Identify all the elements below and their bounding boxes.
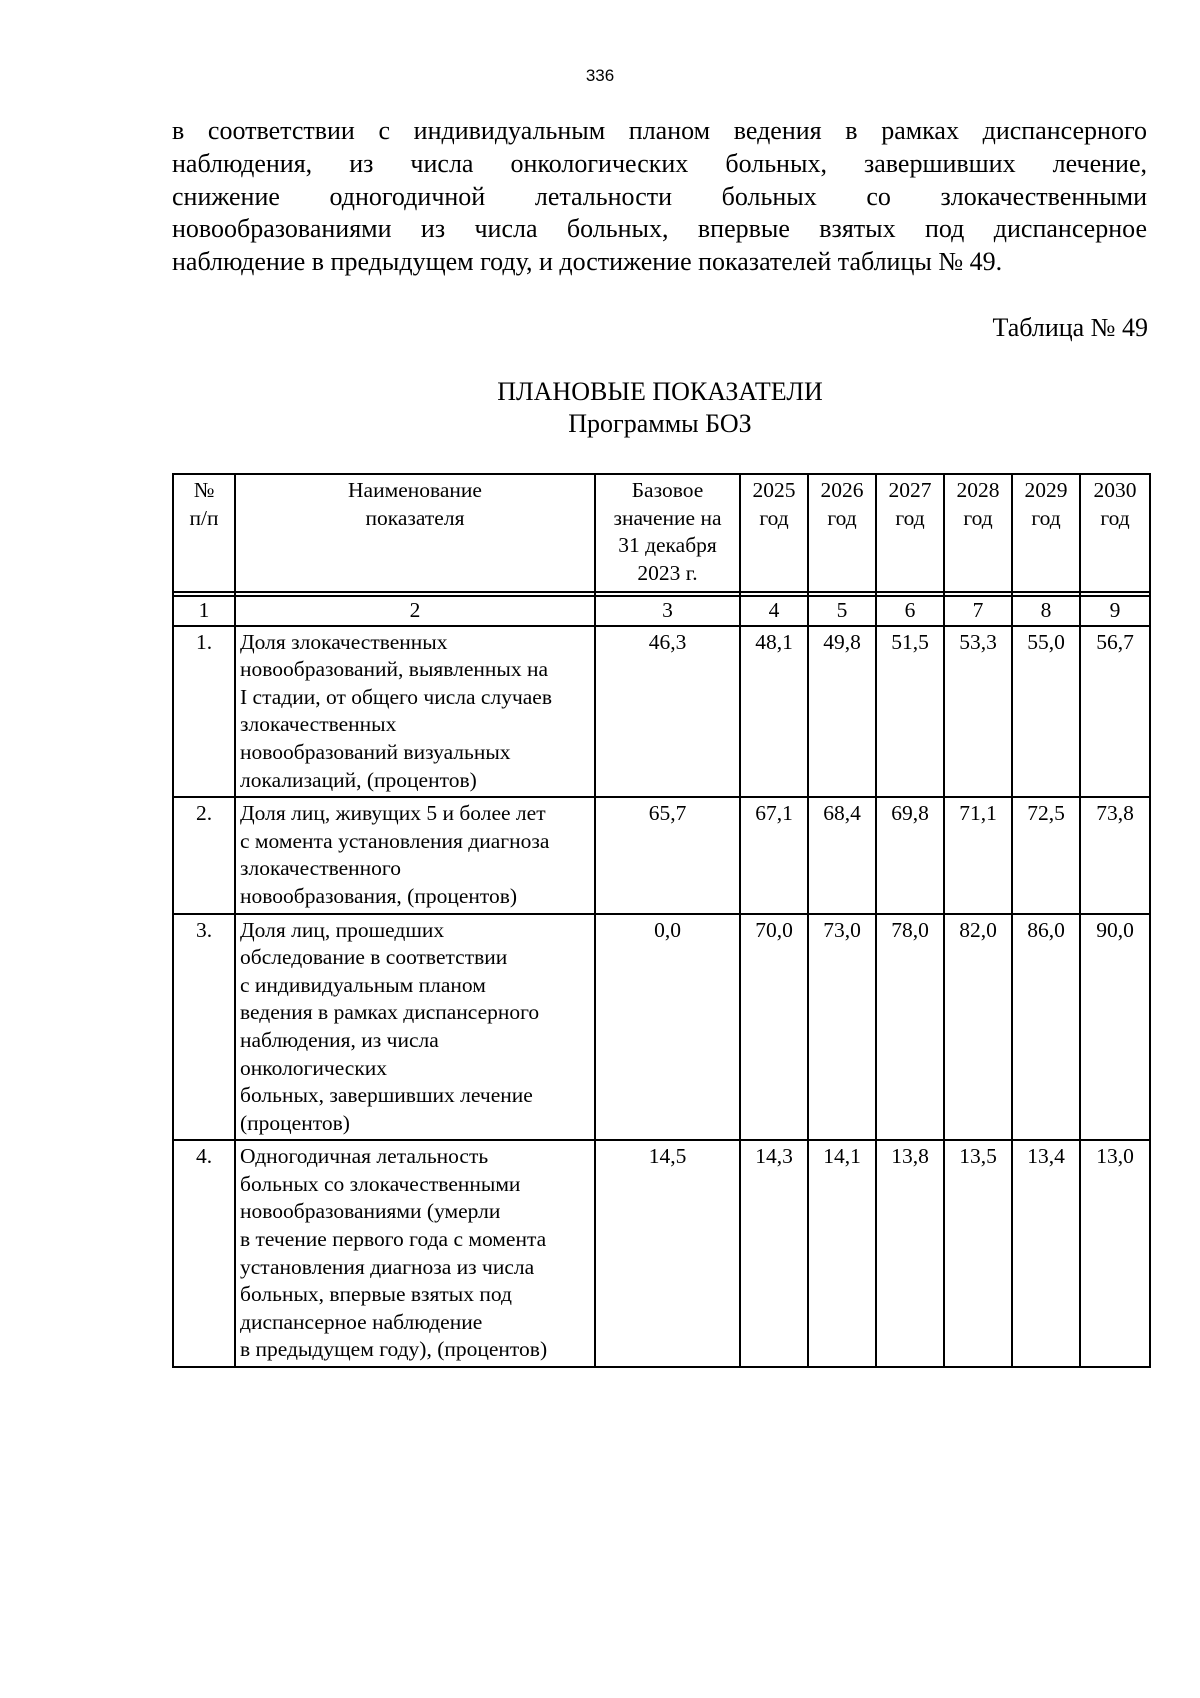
- header-year-2026: [808, 474, 876, 592]
- year-value: 14,1: [808, 1140, 876, 1367]
- table-caption: Таблица № 49: [992, 313, 1148, 342]
- header-text: Базовое: [631, 478, 704, 502]
- row-number: 3.: [173, 914, 235, 1141]
- intro-line: снижение одногодичной летальности больных со злокачественными: [172, 181, 1147, 211]
- indicator-name-line: I стадии, от общего числа случаев: [240, 684, 552, 709]
- header-text: год: [759, 505, 789, 530]
- indicator-name-line: (процентов): [240, 1110, 350, 1135]
- header-text: 2027: [888, 478, 932, 502]
- base-value: 0,0: [595, 914, 740, 1141]
- indicator-name-line: Доля лиц, прошедших: [240, 917, 445, 942]
- header-text: значение на: [613, 505, 722, 530]
- year-value: 53,3: [944, 626, 1012, 798]
- intro-line: наблюдения, из числа онкологических больных, завершивших лечение,: [172, 148, 1147, 178]
- year-value: 14,3: [740, 1140, 808, 1367]
- header-base: [595, 474, 740, 592]
- indicator-name-line: локализаций, (процентов): [240, 767, 477, 792]
- header-text: год: [963, 505, 993, 530]
- year-value: 13,0: [1080, 1140, 1150, 1367]
- indicators-table: [172, 473, 1151, 1368]
- indicator-name-line: новообразованиями (умерли: [240, 1199, 501, 1224]
- year-value: 78,0: [876, 914, 944, 1141]
- year-value: 70,0: [740, 914, 808, 1141]
- year-value: 86,0: [1012, 914, 1080, 1141]
- year-value: 71,1: [944, 797, 1012, 913]
- intro-line: новообразованиями из числа больных, впервые взятых под диспансерное: [172, 214, 1147, 244]
- header-year-2025: [740, 474, 808, 592]
- indicator-name-line: новообразований визуальных: [240, 739, 511, 764]
- intro-paragraph: [172, 115, 1147, 279]
- indicator-name-line: диспансерное наблюдение: [240, 1309, 483, 1334]
- year-value: 13,5: [944, 1140, 1012, 1367]
- row-number: 4.: [173, 1140, 235, 1367]
- header-name: [235, 474, 595, 592]
- column-number: 4: [740, 596, 808, 626]
- indicator-name-line: новообразований, выявленных на: [240, 657, 549, 682]
- table-row: [173, 797, 1150, 913]
- indicator-name-line: обследование в соответствии: [240, 945, 508, 970]
- indicator-name: [235, 797, 595, 913]
- header-year-2030: [1080, 474, 1150, 592]
- indicator-name-line: больных, завершивших лечение: [240, 1083, 533, 1108]
- table-row: [173, 626, 1150, 798]
- header-text: 2030: [1093, 478, 1137, 502]
- header-text: 2028: [956, 478, 1000, 502]
- column-number: 5: [808, 596, 876, 626]
- base-value: 14,5: [595, 1140, 740, 1367]
- header-text: 2026: [820, 478, 864, 502]
- indicator-name: [235, 1140, 595, 1367]
- indicator-name-line: новообразования, (процентов): [240, 883, 518, 908]
- year-value: 68,4: [808, 797, 876, 913]
- intro-line: наблюдение в предыдущем году, и достижение показателей таблицы № 49.: [172, 247, 1003, 277]
- column-number: 9: [1080, 596, 1150, 626]
- header-year-2028: [944, 474, 1012, 592]
- table-title: [0, 376, 1200, 440]
- indicator-name-line: в предыдущем году), (процентов): [240, 1337, 548, 1362]
- row-number: 1.: [173, 626, 235, 798]
- year-value: 56,7: [1080, 626, 1150, 798]
- header-text: год: [827, 505, 857, 530]
- table-title-main: ПЛАНОВЫЕ ПОКАЗАТЕЛИ: [497, 377, 823, 406]
- indicator-name-line: больных, впервые взятых под: [240, 1282, 512, 1307]
- year-value: 13,4: [1012, 1140, 1080, 1367]
- column-number: 7: [944, 596, 1012, 626]
- header-text: показателя: [365, 505, 465, 530]
- indicator-name-line: онкологических: [240, 1055, 388, 1080]
- column-number: 2: [235, 596, 595, 626]
- header-year-2029: [1012, 474, 1080, 592]
- indicator-name-line: Доля лиц, живущих 5 и более лет: [240, 801, 546, 826]
- indicator-name-line: в течение первого года с момента: [240, 1227, 547, 1252]
- year-value: 49,8: [808, 626, 876, 798]
- indicator-name-line: с момента установления диагноза: [240, 828, 550, 853]
- year-value: 48,1: [740, 626, 808, 798]
- indicator-name-line: наблюдения, из числа: [240, 1027, 439, 1052]
- row-number: 2.: [173, 797, 235, 913]
- indicator-name-line: злокачественного: [240, 856, 401, 881]
- indicator-name: [235, 914, 595, 1141]
- header-text: №: [193, 478, 215, 502]
- year-value: 55,0: [1012, 626, 1080, 798]
- column-number-row: [173, 596, 1150, 626]
- indicator-name-line: с индивидуальным планом: [240, 972, 486, 997]
- header-text: Наименование: [348, 478, 482, 502]
- table-row: [173, 914, 1150, 1141]
- indicator-name: [235, 626, 595, 798]
- year-value: 72,5: [1012, 797, 1080, 913]
- column-number: 8: [1012, 596, 1080, 626]
- indicator-name-line: Доля злокачественных: [240, 629, 448, 654]
- column-number: 1: [173, 596, 235, 626]
- indicator-name-line: больных со злокачественными: [240, 1171, 521, 1196]
- header-text: 31 декабря: [618, 533, 717, 558]
- base-value: 46,3: [595, 626, 740, 798]
- header-text: 2025: [752, 478, 796, 502]
- year-value: 82,0: [944, 914, 1012, 1141]
- column-number: 3: [595, 596, 740, 626]
- year-value: 73,0: [808, 914, 876, 1141]
- header-year-2027: [876, 474, 944, 592]
- header-text: год: [1100, 505, 1130, 530]
- intro-line: в соответствии с индивидуальным планом ведения в рамках диспансерного: [172, 116, 1147, 145]
- year-value: 67,1: [740, 797, 808, 913]
- header-text: год: [895, 505, 925, 530]
- indicator-name-line: установления диагноза из числа: [240, 1254, 535, 1279]
- column-number: 6: [876, 596, 944, 626]
- table-title-sub: Программы БОЗ: [568, 409, 752, 438]
- year-value: 69,8: [876, 797, 944, 913]
- header-text: п/п: [189, 505, 219, 530]
- table-row: [173, 1140, 1150, 1367]
- header-row: [173, 474, 1150, 592]
- year-value: 13,8: [876, 1140, 944, 1367]
- year-value: 90,0: [1080, 914, 1150, 1141]
- year-value: 73,8: [1080, 797, 1150, 913]
- header-text: 2029: [1024, 478, 1068, 502]
- header-num: [173, 474, 235, 592]
- indicator-name-line: злокачественных: [240, 712, 397, 737]
- indicator-name-line: ведения в рамках диспансерного: [240, 1000, 540, 1025]
- base-value: 65,7: [595, 797, 740, 913]
- year-value: 51,5: [876, 626, 944, 798]
- page-number: 336: [585, 66, 615, 85]
- header-text: 2023 г.: [637, 560, 698, 585]
- header-text: год: [1031, 505, 1061, 530]
- indicator-name-line: Одногодичная летальность: [240, 1144, 489, 1169]
